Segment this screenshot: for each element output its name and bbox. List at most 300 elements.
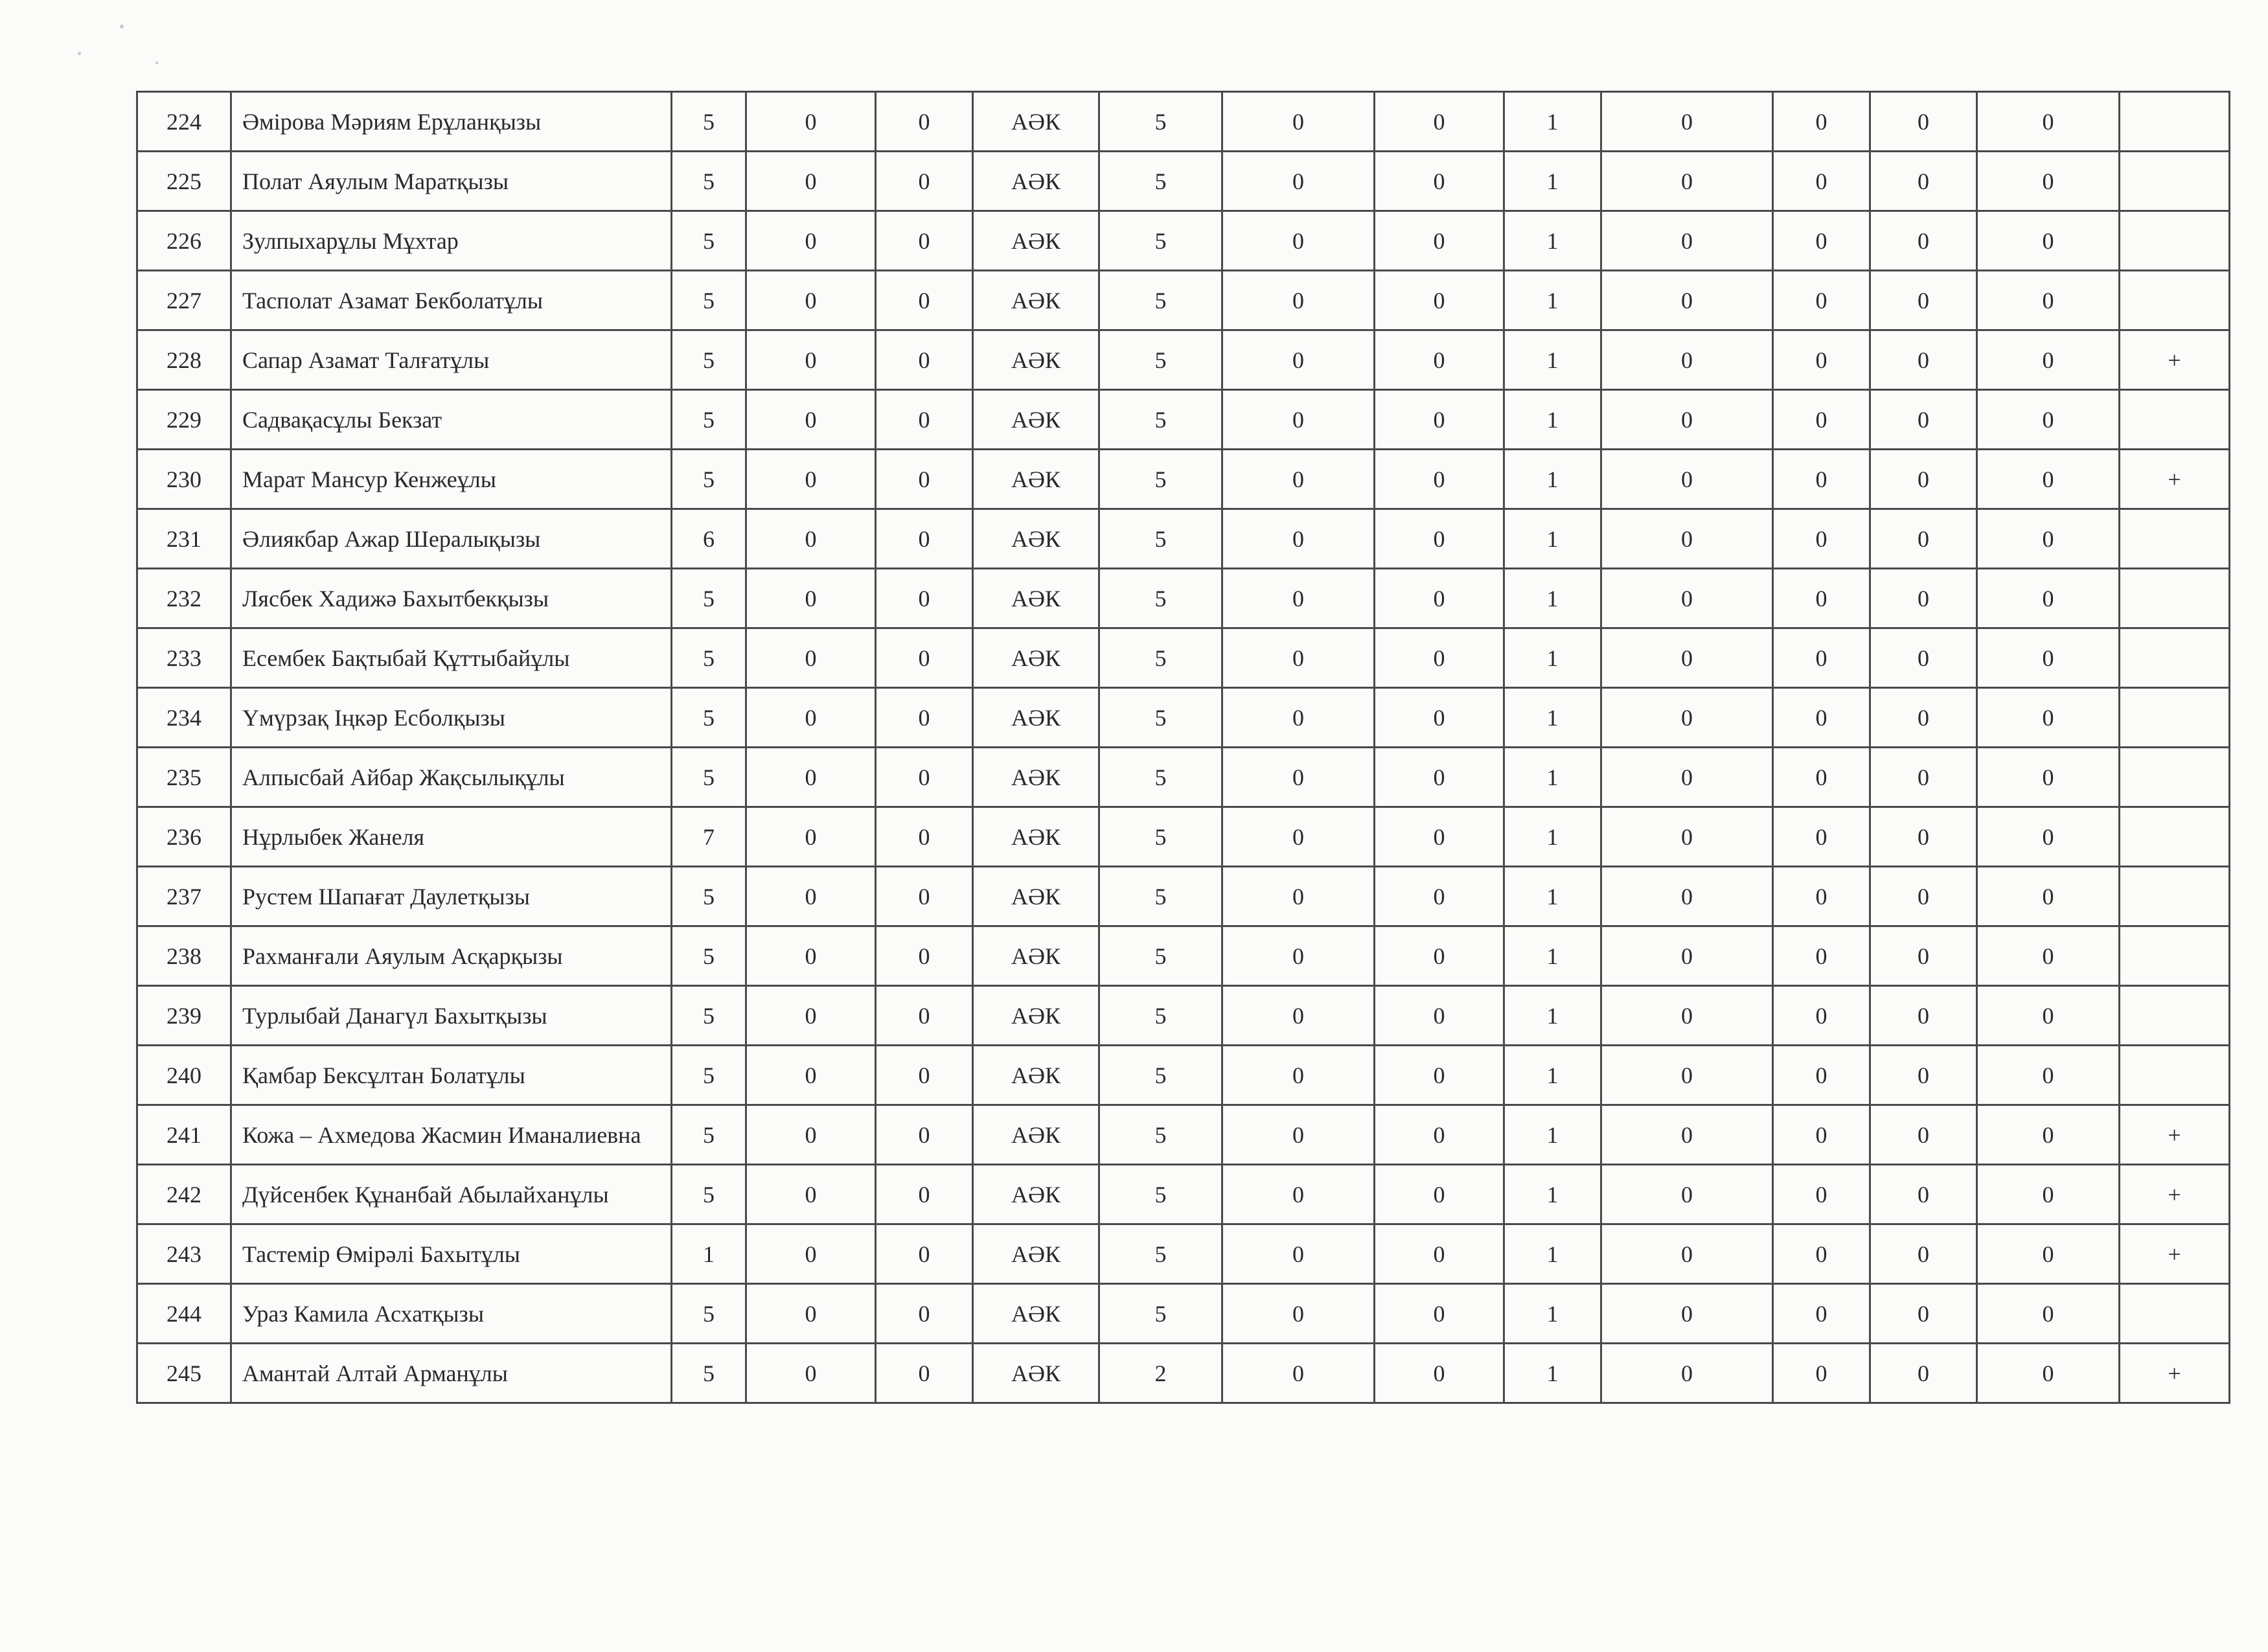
cell-c11: 0 [1870,867,1977,926]
cell-c7: 0 [1375,926,1504,986]
cell-c4: АӘК [973,211,1099,271]
cell-c6: 0 [1222,1284,1375,1344]
cell-c6: 0 [1222,330,1375,390]
cell-c1: 5 [672,390,746,450]
cell-c11: 0 [1870,1105,1977,1165]
cell-c7: 0 [1375,807,1504,867]
cell-c4: АӘК [973,330,1099,390]
cell-c4: АӘК [973,986,1099,1046]
cell-c5: 5 [1099,1224,1222,1284]
cell-c6: 0 [1222,390,1375,450]
cell-c9: 0 [1601,152,1773,211]
cell-c5: 5 [1099,211,1222,271]
cell-c10: 0 [1773,1344,1870,1403]
cell-c2: 0 [746,152,876,211]
cell-c1: 5 [672,1046,746,1105]
mark-cell [2120,152,2230,211]
cell-c6: 0 [1222,1046,1375,1105]
row-number: 232 [137,569,231,628]
cell-c11: 0 [1870,152,1977,211]
row-number: 225 [137,152,231,211]
cell-c9: 0 [1601,807,1773,867]
cell-c5: 2 [1099,1344,1222,1403]
cell-c1: 5 [672,867,746,926]
cell-c2: 0 [746,1344,876,1403]
cell-c12: 0 [1977,569,2120,628]
cell-c12: 0 [1977,986,2120,1046]
cell-c4: АӘК [973,1165,1099,1224]
cell-c3: 0 [876,867,973,926]
cell-c2: 0 [746,390,876,450]
cell-c9: 0 [1601,569,1773,628]
cell-c7: 0 [1375,569,1504,628]
cell-c12: 0 [1977,390,2120,450]
cell-c4: АӘК [973,450,1099,509]
row-number: 230 [137,450,231,509]
mark-cell: + [2120,450,2230,509]
mark-cell [2120,569,2230,628]
cell-c4: АӘК [973,271,1099,330]
cell-c10: 0 [1773,926,1870,986]
mark-cell [2120,509,2230,569]
cell-c2: 0 [746,1105,876,1165]
cell-c12: 0 [1977,211,2120,271]
cell-c5: 5 [1099,1105,1222,1165]
table-body [137,92,2230,1403]
row-number: 238 [137,926,231,986]
student-name: Тасполат Азамат Бекболатұлы [231,271,672,330]
mark-cell [2120,390,2230,450]
cell-c8: 1 [1504,1165,1601,1224]
cell-c11: 0 [1870,450,1977,509]
cell-c2: 0 [746,1165,876,1224]
cell-c11: 0 [1870,569,1977,628]
cell-c8: 1 [1504,628,1601,688]
cell-c6: 0 [1222,807,1375,867]
mark-cell: + [2120,330,2230,390]
cell-c12: 0 [1977,450,2120,509]
cell-c11: 0 [1870,986,1977,1046]
cell-c7: 0 [1375,986,1504,1046]
cell-c10: 0 [1773,807,1870,867]
cell-c7: 0 [1375,211,1504,271]
cell-c2: 0 [746,867,876,926]
row-number: 241 [137,1105,231,1165]
cell-c4: АӘК [973,867,1099,926]
mark-cell [2120,807,2230,867]
cell-c6: 0 [1222,867,1375,926]
cell-c8: 1 [1504,986,1601,1046]
cell-c3: 0 [876,807,973,867]
student-name: Турлыбай Данагүл Бахытқызы [231,986,672,1046]
cell-c10: 0 [1773,1165,1870,1224]
cell-c12: 0 [1977,271,2120,330]
row-number: 227 [137,271,231,330]
cell-c6: 0 [1222,211,1375,271]
cell-c1: 5 [672,1165,746,1224]
cell-c12: 0 [1977,688,2120,748]
cell-c4: АӘК [973,92,1099,152]
cell-c7: 0 [1375,1105,1504,1165]
cell-c12: 0 [1977,867,2120,926]
student-name: Садвақасұлы Бекзат [231,390,672,450]
table-row [137,748,2230,807]
table-row [137,450,2230,509]
cell-c1: 5 [672,628,746,688]
cell-c7: 0 [1375,390,1504,450]
cell-c2: 0 [746,271,876,330]
student-name: Есембек Бақтыбай Құттыбайұлы [231,628,672,688]
cell-c2: 0 [746,688,876,748]
cell-c6: 0 [1222,926,1375,986]
student-name: Рустем Шапағат Даулетқызы [231,867,672,926]
cell-c2: 0 [746,748,876,807]
cell-c5: 5 [1099,1046,1222,1105]
student-name: Әлиякбар Ажар Шералықызы [231,509,672,569]
table-row [137,211,2230,271]
cell-c6: 0 [1222,450,1375,509]
cell-c9: 0 [1601,1105,1773,1165]
cell-c12: 0 [1977,1105,2120,1165]
cell-c10: 0 [1773,867,1870,926]
cell-c5: 5 [1099,390,1222,450]
mark-cell [2120,688,2230,748]
cell-c8: 1 [1504,1046,1601,1105]
cell-c9: 0 [1601,92,1773,152]
table-row [137,330,2230,390]
cell-c7: 0 [1375,152,1504,211]
cell-c6: 0 [1222,152,1375,211]
table-row [137,509,2230,569]
row-number: 235 [137,748,231,807]
student-name: Дүйсенбек Құнанбай Абылайханұлы [231,1165,672,1224]
cell-c10: 0 [1773,211,1870,271]
cell-c10: 0 [1773,748,1870,807]
cell-c6: 0 [1222,688,1375,748]
cell-c2: 0 [746,1046,876,1105]
cell-c2: 0 [746,628,876,688]
cell-c9: 0 [1601,271,1773,330]
cell-c2: 0 [746,807,876,867]
cell-c3: 0 [876,1105,973,1165]
cell-c7: 0 [1375,748,1504,807]
cell-c1: 5 [672,450,746,509]
cell-c9: 0 [1601,390,1773,450]
scan-speck [120,25,124,29]
cell-c11: 0 [1870,1224,1977,1284]
cell-c10: 0 [1773,271,1870,330]
cell-c7: 0 [1375,1046,1504,1105]
cell-c6: 0 [1222,748,1375,807]
cell-c6: 0 [1222,1165,1375,1224]
cell-c10: 0 [1773,1046,1870,1105]
student-name: Полат Аяулым Маратқызы [231,152,672,211]
cell-c7: 0 [1375,271,1504,330]
cell-c9: 0 [1601,628,1773,688]
cell-c5: 5 [1099,92,1222,152]
cell-c8: 1 [1504,1105,1601,1165]
cell-c2: 0 [746,330,876,390]
cell-c4: АӘК [973,807,1099,867]
mark-cell: + [2120,1105,2230,1165]
cell-c3: 0 [876,1046,973,1105]
cell-c9: 0 [1601,926,1773,986]
mark-cell: + [2120,1344,2230,1403]
cell-c3: 0 [876,986,973,1046]
cell-c7: 0 [1375,1344,1504,1403]
cell-c1: 5 [672,569,746,628]
student-name: Лясбек Хадижә Бахытбекқызы [231,569,672,628]
cell-c9: 0 [1601,748,1773,807]
cell-c3: 0 [876,1284,973,1344]
cell-c5: 5 [1099,807,1222,867]
table-row [137,688,2230,748]
cell-c4: АӘК [973,390,1099,450]
cell-c6: 0 [1222,1224,1375,1284]
mark-cell [2120,926,2230,986]
cell-c5: 5 [1099,569,1222,628]
cell-c3: 0 [876,628,973,688]
cell-c3: 0 [876,211,973,271]
cell-c3: 0 [876,748,973,807]
cell-c4: АӘК [973,1105,1099,1165]
cell-c1: 5 [672,211,746,271]
cell-c4: АӘК [973,688,1099,748]
cell-c7: 0 [1375,628,1504,688]
table-row [137,926,2230,986]
mark-cell [2120,1046,2230,1105]
cell-c12: 0 [1977,807,2120,867]
cell-c2: 0 [746,211,876,271]
cell-c3: 0 [876,152,973,211]
table-row [137,569,2230,628]
cell-c8: 1 [1504,450,1601,509]
cell-c2: 0 [746,1224,876,1284]
mark-cell [2120,986,2230,1046]
table-row [137,1284,2230,1344]
student-name: Зулпыхарұлы Мұхтар [231,211,672,271]
row-number: 244 [137,1284,231,1344]
cell-c8: 1 [1504,152,1601,211]
table-row [137,390,2230,450]
cell-c11: 0 [1870,271,1977,330]
cell-c11: 0 [1870,509,1977,569]
cell-c6: 0 [1222,509,1375,569]
row-number: 229 [137,390,231,450]
row-number: 239 [137,986,231,1046]
cell-c6: 0 [1222,1344,1375,1403]
cell-c1: 5 [672,748,746,807]
cell-c3: 0 [876,1344,973,1403]
cell-c3: 0 [876,92,973,152]
cell-c3: 0 [876,688,973,748]
row-number: 236 [137,807,231,867]
cell-c9: 0 [1601,1046,1773,1105]
table-row [137,92,2230,152]
cell-c1: 5 [672,271,746,330]
student-name: Үмүрзақ Іңкәр Есболқызы [231,688,672,748]
cell-c8: 1 [1504,330,1601,390]
cell-c8: 1 [1504,926,1601,986]
cell-c11: 0 [1870,92,1977,152]
cell-c5: 5 [1099,509,1222,569]
mark-cell: + [2120,1224,2230,1284]
cell-c4: АӘК [973,509,1099,569]
cell-c4: АӘК [973,748,1099,807]
cell-c10: 0 [1773,1105,1870,1165]
cell-c3: 0 [876,1165,973,1224]
cell-c8: 1 [1504,211,1601,271]
cell-c5: 5 [1099,1284,1222,1344]
cell-c9: 0 [1601,509,1773,569]
cell-c10: 0 [1773,1224,1870,1284]
cell-c10: 0 [1773,688,1870,748]
table-row [137,1344,2230,1403]
cell-c11: 0 [1870,1046,1977,1105]
student-name: Қамбар Бексұлтан Болатұлы [231,1046,672,1105]
cell-c9: 0 [1601,211,1773,271]
student-register-table [136,91,2230,1404]
cell-c9: 0 [1601,688,1773,748]
cell-c8: 1 [1504,509,1601,569]
cell-c11: 0 [1870,211,1977,271]
student-name: Тастемір Өмірәлі Бахытұлы [231,1224,672,1284]
cell-c12: 0 [1977,92,2120,152]
cell-c3: 0 [876,450,973,509]
cell-c4: АӘК [973,1046,1099,1105]
cell-c9: 0 [1601,986,1773,1046]
cell-c5: 5 [1099,1165,1222,1224]
cell-c5: 5 [1099,330,1222,390]
cell-c8: 1 [1504,1344,1601,1403]
cell-c7: 0 [1375,450,1504,509]
row-number: 226 [137,211,231,271]
cell-c7: 0 [1375,1284,1504,1344]
cell-c1: 5 [672,92,746,152]
cell-c12: 0 [1977,748,2120,807]
cell-c12: 0 [1977,1284,2120,1344]
cell-c11: 0 [1870,926,1977,986]
cell-c1: 5 [672,986,746,1046]
cell-c12: 0 [1977,1046,2120,1105]
cell-c2: 0 [746,92,876,152]
row-number: 243 [137,1224,231,1284]
cell-c11: 0 [1870,807,1977,867]
cell-c1: 5 [672,926,746,986]
mark-cell [2120,211,2230,271]
cell-c12: 0 [1977,1165,2120,1224]
scan-speck [155,62,158,64]
cell-c1: 5 [672,1284,746,1344]
table-row [137,628,2230,688]
cell-c2: 0 [746,509,876,569]
cell-c6: 0 [1222,986,1375,1046]
cell-c3: 0 [876,330,973,390]
mark-cell: + [2120,1165,2230,1224]
cell-c4: АӘК [973,628,1099,688]
cell-c2: 0 [746,569,876,628]
cell-c11: 0 [1870,330,1977,390]
cell-c8: 1 [1504,688,1601,748]
cell-c8: 1 [1504,569,1601,628]
scan-speck [78,52,81,55]
cell-c9: 0 [1601,1165,1773,1224]
cell-c9: 0 [1601,1224,1773,1284]
row-number: 233 [137,628,231,688]
cell-c11: 0 [1870,628,1977,688]
student-name: Нұрлыбек Жанеля [231,807,672,867]
table-row [137,1224,2230,1284]
cell-c6: 0 [1222,1105,1375,1165]
cell-c3: 0 [876,1224,973,1284]
cell-c11: 0 [1870,688,1977,748]
cell-c6: 0 [1222,92,1375,152]
cell-c4: АӘК [973,1284,1099,1344]
cell-c2: 0 [746,926,876,986]
cell-c10: 0 [1773,330,1870,390]
cell-c8: 1 [1504,748,1601,807]
row-number: 234 [137,688,231,748]
student-name: Әмірова Мәриям Ерұланқызы [231,92,672,152]
mark-cell [2120,628,2230,688]
cell-c1: 5 [672,330,746,390]
row-number: 237 [137,867,231,926]
cell-c11: 0 [1870,1284,1977,1344]
cell-c12: 0 [1977,1344,2120,1403]
cell-c11: 0 [1870,748,1977,807]
cell-c8: 1 [1504,1284,1601,1344]
cell-c3: 0 [876,569,973,628]
table-row [137,1165,2230,1224]
cell-c1: 1 [672,1224,746,1284]
cell-c11: 0 [1870,1344,1977,1403]
cell-c11: 0 [1870,1165,1977,1224]
cell-c3: 0 [876,926,973,986]
table-row [137,271,2230,330]
cell-c1: 7 [672,807,746,867]
table-row [137,1105,2230,1165]
cell-c10: 0 [1773,450,1870,509]
cell-c5: 5 [1099,628,1222,688]
cell-c8: 1 [1504,271,1601,330]
cell-c1: 5 [672,1344,746,1403]
cell-c5: 5 [1099,152,1222,211]
table-row [137,1046,2230,1105]
cell-c11: 0 [1870,390,1977,450]
cell-c1: 5 [672,152,746,211]
table-row [137,152,2230,211]
cell-c4: АӘК [973,926,1099,986]
row-number: 242 [137,1165,231,1224]
student-name: Сапар Азамат Талғатұлы [231,330,672,390]
cell-c4: АӘК [973,1344,1099,1403]
cell-c3: 0 [876,509,973,569]
cell-c1: 5 [672,688,746,748]
cell-c7: 0 [1375,867,1504,926]
cell-c4: АӘК [973,152,1099,211]
student-name: Рахманғали Аяулым Асқарқызы [231,926,672,986]
cell-c2: 0 [746,986,876,1046]
table-row [137,867,2230,926]
cell-c5: 5 [1099,926,1222,986]
cell-c10: 0 [1773,1284,1870,1344]
cell-c9: 0 [1601,1284,1773,1344]
row-number: 231 [137,509,231,569]
cell-c1: 5 [672,1105,746,1165]
cell-c3: 0 [876,271,973,330]
row-number: 224 [137,92,231,152]
cell-c6: 0 [1222,569,1375,628]
